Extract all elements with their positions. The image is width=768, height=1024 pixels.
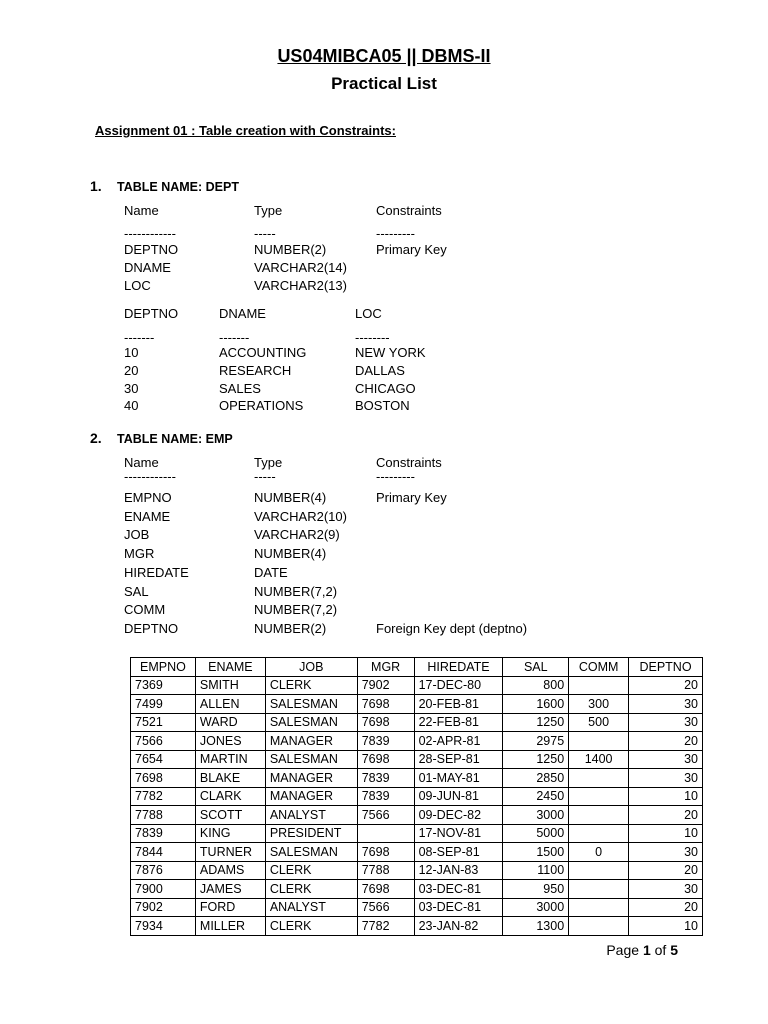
section-number: 2. xyxy=(90,430,102,446)
table-cell: MARTIN xyxy=(195,750,265,769)
table-cell: 09-DEC-82 xyxy=(414,806,503,825)
table-cell xyxy=(569,769,629,788)
schema-cell: LOC xyxy=(124,277,151,293)
schema-cell: VARCHAR2(13) xyxy=(254,277,347,293)
table-cell: 7934 xyxy=(131,917,196,936)
table-cell xyxy=(569,880,629,899)
table-cell: 30 xyxy=(629,880,703,899)
table-row xyxy=(131,713,703,732)
table-cell: 2450 xyxy=(503,787,569,806)
table-cell: CLERK xyxy=(265,917,357,936)
data-cell: DALLAS xyxy=(355,362,405,378)
data-cell: 20 xyxy=(124,362,139,378)
table-cell: 300 xyxy=(569,695,629,714)
schema-cell: Primary Key xyxy=(376,242,447,257)
page-indicator xyxy=(606,942,678,958)
table-row xyxy=(131,824,703,843)
table-cell: MILLER xyxy=(195,917,265,936)
table-cell: ANALYST xyxy=(265,898,357,917)
table-cell: 7788 xyxy=(357,861,414,880)
table-cell: 7499 xyxy=(131,695,196,714)
table-cell: 20 xyxy=(629,806,703,825)
column-header: Name xyxy=(124,455,159,470)
table-cell: 7876 xyxy=(131,861,196,880)
table-cell: 30 xyxy=(629,750,703,769)
table-cell: FORD xyxy=(195,898,265,917)
data-cell: OPERATIONS xyxy=(219,398,304,414)
table-cell: 3000 xyxy=(503,806,569,825)
section-title: TABLE NAME: EMP xyxy=(117,432,233,446)
data-cell: ACCOUNTING xyxy=(219,345,307,360)
table-cell xyxy=(569,861,629,880)
table-row xyxy=(131,843,703,862)
table-cell: 03-DEC-81 xyxy=(414,898,503,917)
column-underline: ----- xyxy=(254,226,276,241)
table-cell: 7566 xyxy=(131,732,196,751)
table-column-header: COMM xyxy=(569,658,629,677)
table-cell: 09-JUN-81 xyxy=(414,787,503,806)
table-cell: SMITH xyxy=(195,676,265,695)
schema-cell: COMM xyxy=(124,602,166,618)
section-title: TABLE NAME: DEPT xyxy=(117,180,239,194)
table-row xyxy=(131,806,703,825)
column-underline: -------- xyxy=(355,330,390,345)
column-underline: ------- xyxy=(124,330,155,345)
table-cell xyxy=(569,917,629,936)
table-cell: 22-FEB-81 xyxy=(414,713,503,732)
table-row xyxy=(131,880,703,899)
table-cell: 10 xyxy=(629,787,703,806)
table-cell: 800 xyxy=(503,676,569,695)
table-row xyxy=(131,917,703,936)
table-cell: 7900 xyxy=(131,880,196,899)
table-cell: 20 xyxy=(629,732,703,751)
table-cell: ADAMS xyxy=(195,861,265,880)
table-cell: 1100 xyxy=(503,861,569,880)
schema-cell: VARCHAR2(10) xyxy=(254,508,347,524)
table-cell: CLERK xyxy=(265,861,357,880)
table-cell: SALESMAN xyxy=(265,713,357,732)
table-cell: 01-MAY-81 xyxy=(414,769,503,788)
schema-cell: ENAME xyxy=(124,508,171,524)
table-cell: 23-JAN-82 xyxy=(414,917,503,936)
table-cell: 7698 xyxy=(357,843,414,862)
data-cell: 40 xyxy=(124,398,139,414)
table-cell: WARD xyxy=(195,713,265,732)
table-cell: 7566 xyxy=(357,898,414,917)
table-cell: KING xyxy=(195,824,265,843)
data-cell: BOSTON xyxy=(355,398,410,414)
table-cell: 7782 xyxy=(131,787,196,806)
table-cell: 2975 xyxy=(503,732,569,751)
table-cell xyxy=(569,787,629,806)
data-cell: RESEARCH xyxy=(219,362,292,378)
table-cell: 5000 xyxy=(503,824,569,843)
table-cell: 30 xyxy=(629,843,703,862)
table-cell: 7788 xyxy=(131,806,196,825)
data-cell: 10 xyxy=(124,345,139,360)
column-header: DEPTNO xyxy=(124,306,179,321)
table-cell xyxy=(357,824,414,843)
table-cell: 7698 xyxy=(357,880,414,899)
table-row xyxy=(131,732,703,751)
schema-cell: NUMBER(7,2) xyxy=(254,602,338,618)
column-underline: ------------ xyxy=(124,226,176,241)
table-cell: 7698 xyxy=(357,695,414,714)
table-cell: ALLEN xyxy=(195,695,265,714)
table-cell: 7698 xyxy=(357,713,414,732)
table-cell: JAMES xyxy=(195,880,265,899)
table-cell: 17-DEC-80 xyxy=(414,676,503,695)
column-header: Constraints xyxy=(376,455,442,470)
table-cell: 10 xyxy=(629,824,703,843)
table-column-header: MGR xyxy=(357,658,414,677)
schema-cell: NUMBER(4) xyxy=(254,546,327,562)
table-column-header: DEPTNO xyxy=(629,658,703,677)
data-cell: 30 xyxy=(124,380,139,396)
schema-cell: Foreign Key dept (deptno) xyxy=(376,620,528,636)
table-cell: 7698 xyxy=(357,750,414,769)
schema-cell: NUMBER(2) xyxy=(254,242,327,257)
column-header: Type xyxy=(254,455,283,470)
table-cell xyxy=(569,898,629,917)
column-header: Type xyxy=(254,203,283,218)
table-cell: 7839 xyxy=(357,769,414,788)
column-underline: ----- xyxy=(254,469,276,484)
table-cell: 02-APR-81 xyxy=(414,732,503,751)
table-cell: CLERK xyxy=(265,676,357,695)
table-cell: 28-SEP-81 xyxy=(414,750,503,769)
table-cell: 2850 xyxy=(503,769,569,788)
table-row xyxy=(131,676,703,695)
table-cell xyxy=(569,676,629,695)
table-cell: 1250 xyxy=(503,713,569,732)
schema-cell: NUMBER(7,2) xyxy=(254,583,338,599)
table-cell: SALESMAN xyxy=(265,750,357,769)
assignment-heading: Assignment 01 : Table creation with Constraints: xyxy=(95,123,396,138)
table-cell: 500 xyxy=(569,713,629,732)
column-header: LOC xyxy=(355,306,382,321)
table-cell: 30 xyxy=(629,695,703,714)
table-cell: 17-NOV-81 xyxy=(414,824,503,843)
schema-cell: HIREDATE xyxy=(124,564,189,580)
page-current: 1 xyxy=(642,942,651,958)
table-cell: MANAGER xyxy=(265,769,357,788)
schema-cell: EMPNO xyxy=(124,490,172,505)
table-cell: 1600 xyxy=(503,695,569,714)
table-cell: BLAKE xyxy=(195,769,265,788)
table-row xyxy=(131,769,703,788)
schema-cell: DEPTNO xyxy=(124,242,179,257)
schema-cell: DATE xyxy=(254,564,288,580)
schema-cell: Primary Key xyxy=(376,490,447,505)
table-column-header: ENAME xyxy=(195,658,265,677)
table-body xyxy=(131,676,703,935)
table-cell: 7839 xyxy=(357,787,414,806)
page-prefix: Page xyxy=(606,942,643,958)
page-total: 5 xyxy=(670,942,678,958)
schema-cell: VARCHAR2(14) xyxy=(254,259,347,275)
column-underline: ------------ xyxy=(124,469,176,484)
table-cell: 7844 xyxy=(131,843,196,862)
table-cell: 12-JAN-83 xyxy=(414,861,503,880)
table-cell: SALESMAN xyxy=(265,843,357,862)
section-number: 1. xyxy=(90,178,102,194)
table-cell: 1250 xyxy=(503,750,569,769)
table-cell: 20-FEB-81 xyxy=(414,695,503,714)
table-cell: 10 xyxy=(629,917,703,936)
data-cell: NEW YORK xyxy=(355,345,426,360)
table-cell: 20 xyxy=(629,861,703,880)
table-cell: 20 xyxy=(629,898,703,917)
table-cell: PRESIDENT xyxy=(265,824,357,843)
table-cell: 7521 xyxy=(131,713,196,732)
column-underline: --------- xyxy=(376,226,415,241)
table-column-header: HIREDATE xyxy=(414,658,503,677)
table-cell: MANAGER xyxy=(265,787,357,806)
document-subtitle: Practical List xyxy=(331,74,437,93)
schema-cell: MGR xyxy=(124,546,155,562)
schema-cell: NUMBER(4) xyxy=(254,490,327,505)
table-column-header: SAL xyxy=(503,658,569,677)
table-cell: 30 xyxy=(629,713,703,732)
table-cell: 20 xyxy=(629,676,703,695)
table-cell: 3000 xyxy=(503,898,569,917)
table-cell: TURNER xyxy=(195,843,265,862)
column-underline: ------- xyxy=(219,330,250,345)
table-cell xyxy=(569,806,629,825)
table-cell: SALESMAN xyxy=(265,695,357,714)
table-cell: 03-DEC-81 xyxy=(414,880,503,899)
table-cell: CLARK xyxy=(195,787,265,806)
table-cell: 08-SEP-81 xyxy=(414,843,503,862)
schema-cell: DEPTNO xyxy=(124,620,179,636)
table-header-row xyxy=(131,658,703,677)
table-cell: 1500 xyxy=(503,843,569,862)
table-row xyxy=(131,695,703,714)
schema-cell: DNAME xyxy=(124,259,171,275)
table-cell: ANALYST xyxy=(265,806,357,825)
column-header: DNAME xyxy=(219,306,266,321)
table-cell: CLERK xyxy=(265,880,357,899)
schema-cell: SAL xyxy=(124,583,149,599)
table-row xyxy=(131,898,703,917)
table-row xyxy=(131,787,703,806)
table-cell xyxy=(569,732,629,751)
table-column-header: EMPNO xyxy=(131,658,196,677)
table-cell: SCOTT xyxy=(195,806,265,825)
table-cell: 7902 xyxy=(131,898,196,917)
column-underline: --------- xyxy=(376,469,415,484)
table-cell: 1400 xyxy=(569,750,629,769)
page-of: of xyxy=(650,942,671,958)
table-cell: JONES xyxy=(195,732,265,751)
table-cell: 7698 xyxy=(131,769,196,788)
schema-cell: JOB xyxy=(124,527,150,543)
table-cell: MANAGER xyxy=(265,732,357,751)
table-cell: 7902 xyxy=(357,676,414,695)
table-cell: 7369 xyxy=(131,676,196,695)
table-cell xyxy=(569,824,629,843)
table-column-header: JOB xyxy=(265,658,357,677)
schema-cell: VARCHAR2(9) xyxy=(254,527,340,543)
column-header: Name xyxy=(124,203,159,218)
document-title: US04MIBCA05 || DBMS-II xyxy=(277,46,491,66)
table-cell: 30 xyxy=(629,769,703,788)
table-row xyxy=(131,861,703,880)
table-cell: 7782 xyxy=(357,917,414,936)
column-header: Constraints xyxy=(376,203,442,218)
table-row xyxy=(131,750,703,769)
data-cell: SALES xyxy=(219,380,261,396)
table-cell: 7839 xyxy=(357,732,414,751)
emp-data-table xyxy=(130,657,703,936)
table-cell: 0 xyxy=(569,843,629,862)
table-cell: 950 xyxy=(503,880,569,899)
schema-cell: NUMBER(2) xyxy=(254,620,327,636)
table-cell: 7566 xyxy=(357,806,414,825)
data-cell: CHICAGO xyxy=(355,380,416,396)
table-cell: 7654 xyxy=(131,750,196,769)
table-cell: 1300 xyxy=(503,917,569,936)
table-cell: 7839 xyxy=(131,824,196,843)
